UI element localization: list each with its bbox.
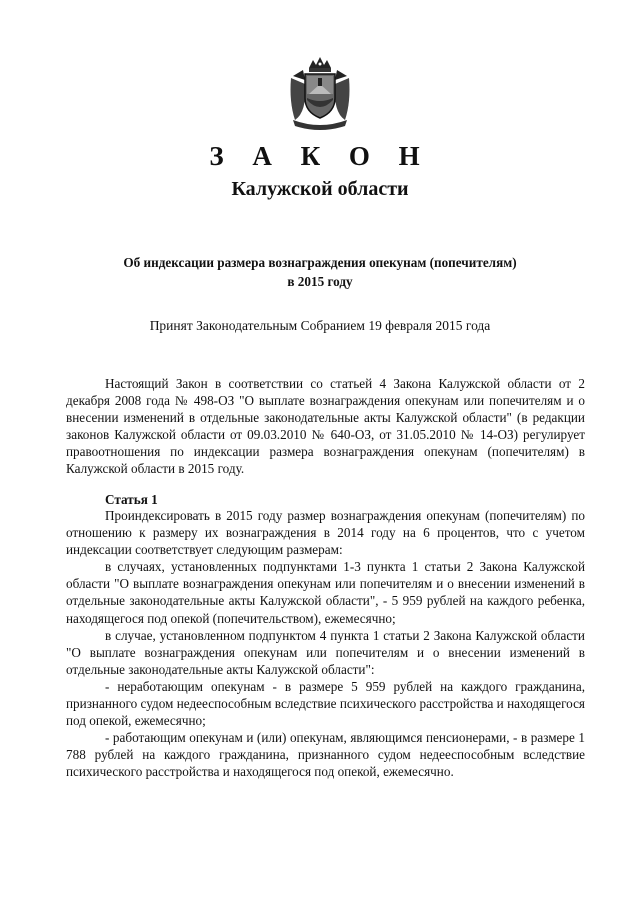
document-title-line-1: Об индексации размера вознаграждения опекунам (попечителям)	[123, 255, 517, 270]
article-1-paragraph: Проиндексировать в 2015 году размер вознаграждения опекунам (попечителям) по отношению к размеру их вознаграждения в 2014 году на 6 процентов, что с учетом индексации соответствует следующим размерам:	[66, 508, 585, 558]
article-1-heading: Статья 1	[105, 492, 158, 507]
article-1-paragraph: в случае, установленном подпунктом 4 пункта 1 статьи 2 Закона Калужской области "О выплате вознаграждения опекунам или попечителям и о внесении изменений в отдельные законодательные акты Калужской области":	[66, 627, 585, 677]
region-heading: Калужской области	[231, 178, 409, 200]
article-1-paragraph: в случаях, установленных подпунктами 1-3 пункта 1 статьи 2 Закона Калужской области "О выплате вознаграждения опекунам или попечителям и о внесении изменений в отдельные законодательные акты Калужской области", - 5 959 рублей на каждого ребенка, находящегося под опекой (попечительством), ежемесячно;	[66, 559, 585, 626]
article-1-paragraph: - неработающим опекунам - в размере 5 959 рублей на каждого гражданина, признанного судом недееспособным вследствие психического расстройства и находящегося под опекой, ежемесячно;	[66, 678, 585, 729]
preamble-block	[66, 375, 585, 478]
preamble-paragraph: Настоящий Закон в соответствии со статьей 4 Закона Калужской области от 2 декабря 2008 года № 498-ОЗ "О выплате вознаграждения опекунам или попечителям и о внесении изменений в отдельные законодательные акты Калужской области" (в редакции законов Калужской области от 09.03.2010 № 640-ОЗ, от 31.05.2010 № 14-ОЗ) регулирует правоотношения по индексации размера вознаграждения опекунам (попечителям) в Калужской области в 2015 году.	[66, 376, 585, 477]
kaluga-region-coat-of-arms-icon	[285, 54, 355, 130]
law-heading: З А К О Н	[209, 141, 431, 171]
article-1-body	[66, 507, 585, 781]
article-1-paragraph: - работающим опекунам и (или) опекунам, являющимся пенсионерами, - в размере 1 788 рублей на каждого гражданина, признанного судом недееспособным вследствие психического расстройства и находящегося под опекой, ежемесячно.	[66, 730, 585, 780]
adoption-line: Принят Законодательным Собранием 19 февраля 2015 года	[149, 318, 491, 333]
document-title	[80, 253, 560, 291]
document-title-line-2: в 2015 году	[287, 274, 353, 289]
